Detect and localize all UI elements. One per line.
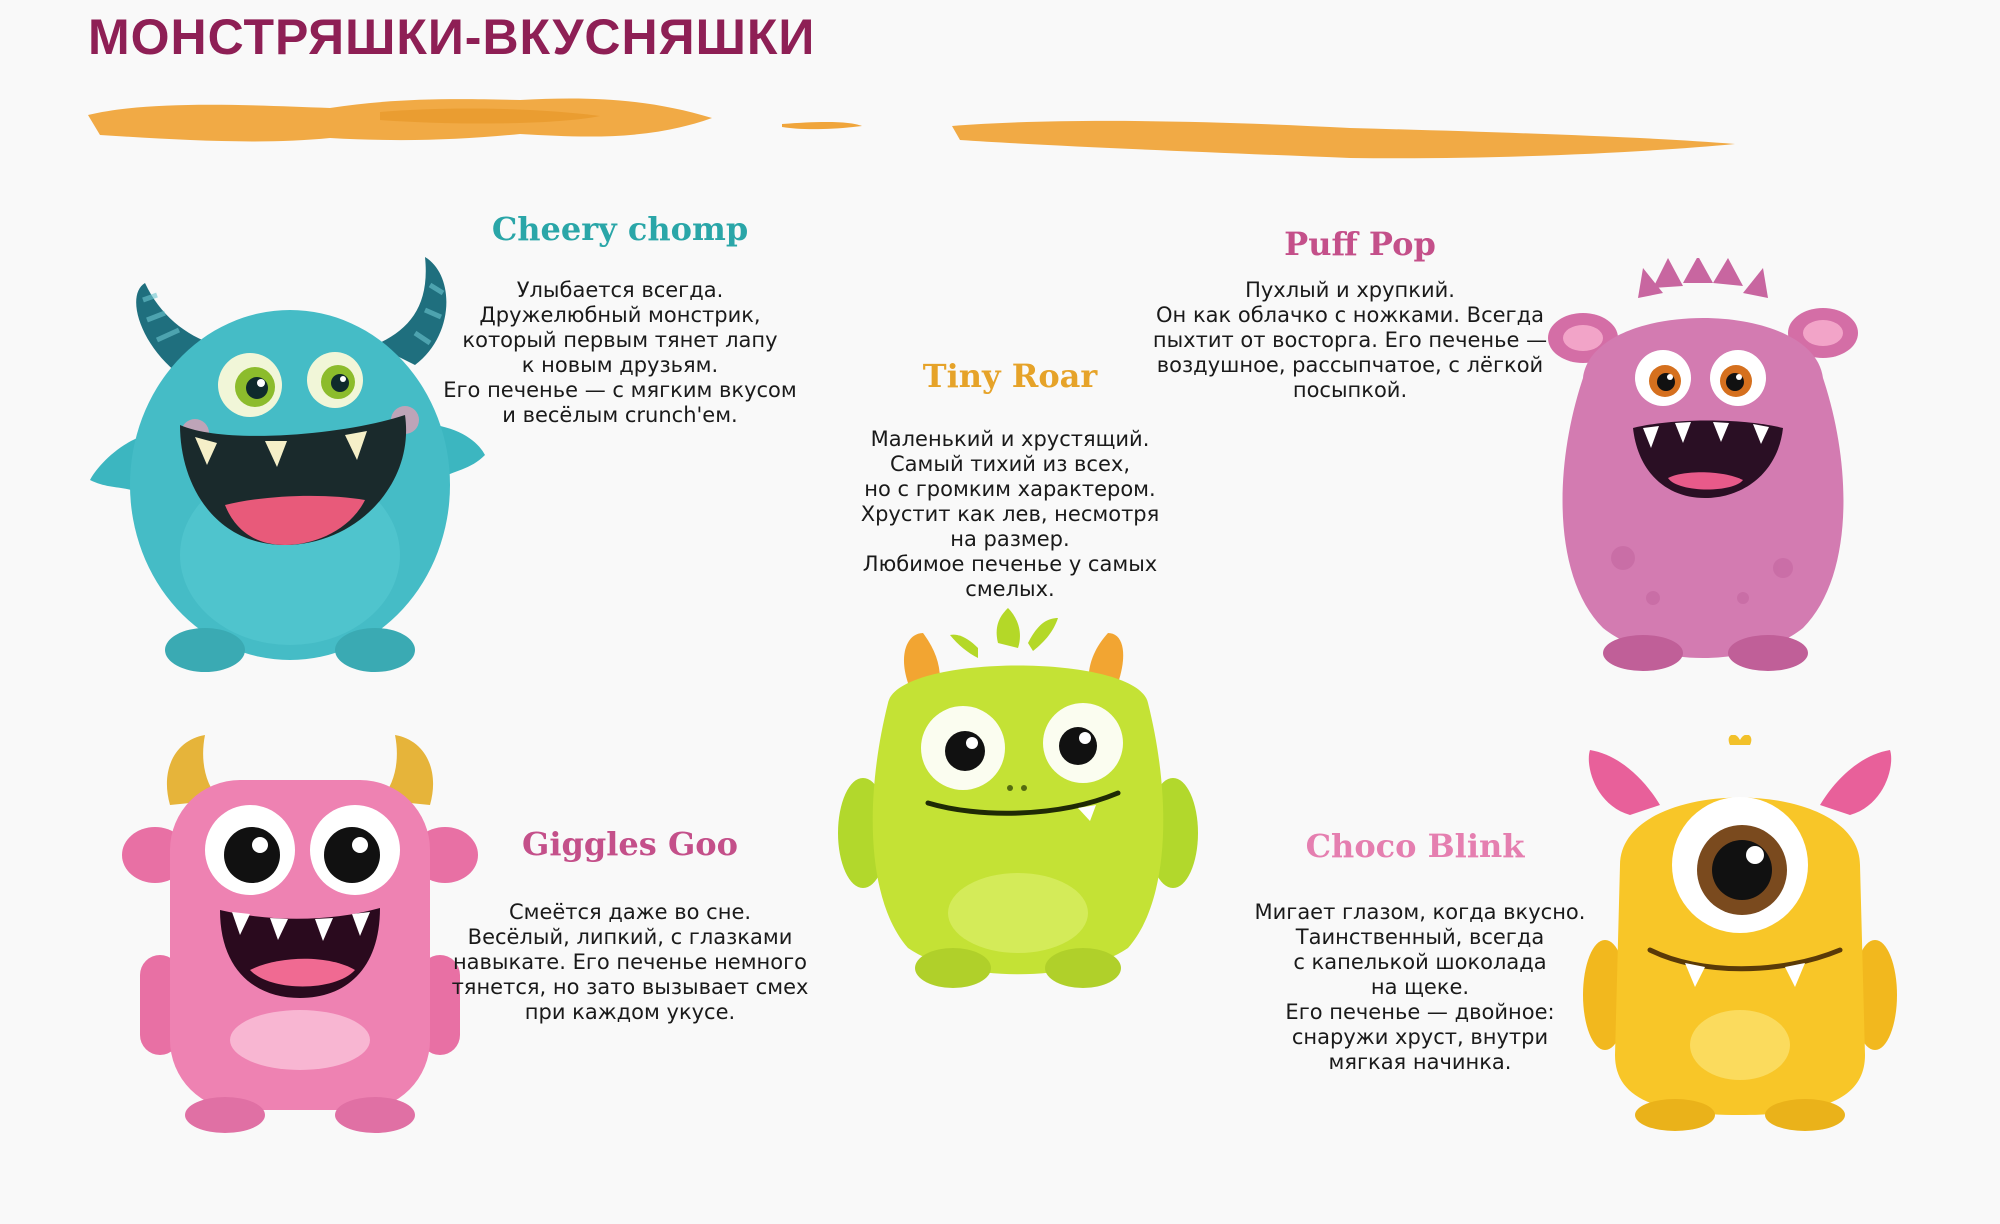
choco-blink-name-text: Choco Blink [1305, 827, 1525, 865]
tiny-roar-name [840, 357, 1180, 395]
puff-pop-name-text: Puff Pop [1284, 225, 1436, 263]
giggles-goo-name [460, 825, 800, 863]
puff-pop-illustration [1543, 258, 1863, 678]
tiny-roar-name-text: Tiny Roar [922, 357, 1098, 395]
cheery-chomp-name-text: Cheery chomp [491, 210, 749, 248]
choco-blink-illustration [1580, 735, 1900, 1135]
brush-stroke-divider [0, 0, 2000, 180]
tiny-roar-illustration [828, 603, 1208, 993]
page-title: МОНСТРЯШКИ-ВКУСНЯШКИ [88, 9, 816, 65]
giggles-goo-name-text: Giggles Goo [522, 825, 738, 863]
choco-blink-name [1250, 827, 1580, 865]
cheery-chomp-name [455, 210, 785, 248]
tiny-roar-description: Маленький и хрустящий. Самый тихий из всех, но с громким характером. Хрустит как лев, несмотря на размер. Любимое печенье у самых смелых. [860, 427, 1160, 601]
puff-pop-name [1210, 225, 1510, 263]
cheery-chomp-description: Улыбается всегда. Дружелюбный монстрик, который первым тянет лапу к новым друзьям. Его печенье — с мягким вкусом и весёлым crunch'ем. [443, 278, 797, 427]
puff-pop-description: Пухлый и хрупкий. Он как облачко с ножками. Всегда пыхтит от восторга. Его печенье — воздушное, рассыпчатое, с лёгкой посыпкой. [1152, 278, 1548, 402]
choco-blink-description: Мигает глазом, когда вкусно. Таинственный, всегда с капелькой шоколада на щеке. Его печенье — двойное: снаружи хруст, внутри мягкая начинка. [1254, 900, 1586, 1074]
giggles-goo-description: Смеётся даже во сне. Весёлый, липкий, с глазками навыкате. Его печенье немного тянется, но зато вызывает смех при каждом укусе. [451, 900, 809, 1024]
giggles-goo-illustration [120, 730, 480, 1140]
